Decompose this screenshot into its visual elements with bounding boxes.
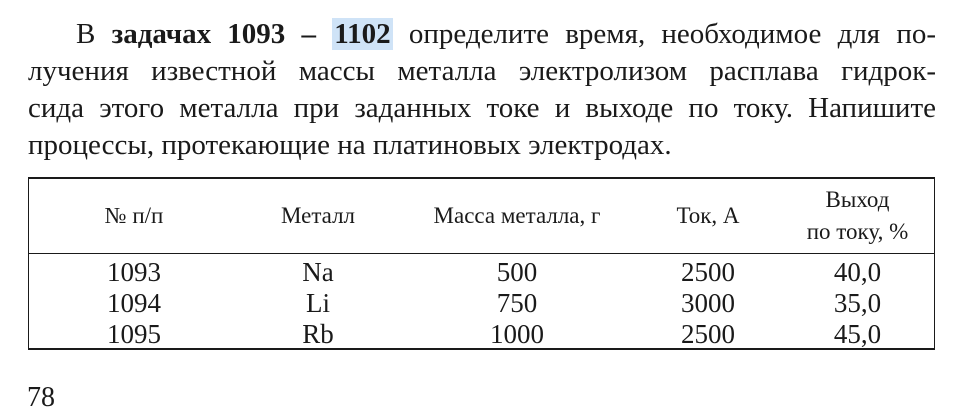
header-metal: Металл: [280, 203, 356, 228]
header-divider: [29, 253, 934, 254]
table-cell: 500: [496, 257, 538, 287]
header-current: Ток, А: [676, 203, 740, 228]
table-cell: Li: [306, 288, 330, 318]
paragraph-line-2: лучения известной массы металла электролизом расплава гидрок-: [28, 55, 936, 87]
line1-prefix: В: [76, 18, 112, 50]
highlighted-problem-number[interactable]: 1102: [334, 18, 391, 50]
line1-rest: определите время, необходимое для по-: [392, 18, 937, 50]
table-cell: 1095: [107, 319, 161, 349]
table-cell: 2500: [681, 257, 735, 287]
line1-space: [316, 18, 332, 50]
header-yield: [779, 179, 936, 253]
paragraph-line-4: процессы, протекающие на платиновых электродах.: [28, 129, 672, 161]
paragraph-line-1: [28, 16, 936, 53]
table-cell: 1000: [490, 319, 544, 349]
problem-range-start: задачах 1093 –: [111, 18, 316, 50]
table-cell: 2500: [681, 319, 735, 349]
header-mass: Масса металла, г: [433, 203, 601, 228]
table-cell: 35,0: [833, 288, 882, 318]
paragraph-line-3: сида этого металла при заданных токе и выходе по току. Напишите: [28, 92, 936, 124]
header-yield-line2: по току, %: [806, 219, 909, 244]
header-yield-line1: Выход: [825, 187, 890, 212]
table-cell: 1093: [107, 257, 161, 287]
table-cell: 40,0: [833, 257, 882, 287]
table-cell: 750: [496, 288, 538, 318]
table-cell: 3000: [681, 288, 735, 318]
table-cell: 45,0: [833, 319, 882, 349]
table-cell: Na: [302, 257, 334, 287]
table-cell: 1094: [107, 288, 161, 318]
header-number: № п/п: [104, 203, 164, 228]
data-table: [28, 177, 935, 350]
table-cell: Rb: [302, 319, 334, 349]
page-number: 78: [27, 382, 55, 413]
